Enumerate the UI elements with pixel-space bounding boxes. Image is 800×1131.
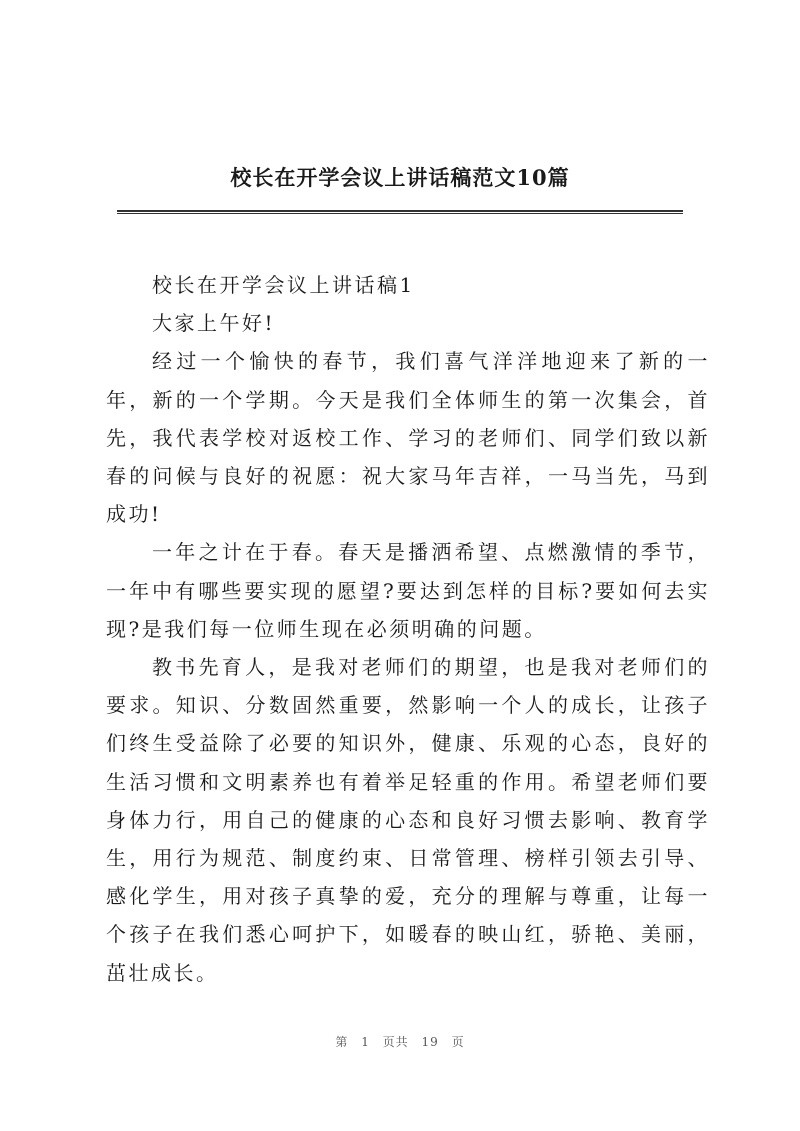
body-paragraph: 经过一个愉快的春节，我们喜气洋洋地迎来了新的一年，新的一个学期。今天是我们全体师生的第一次集会，首先，我代表学校对返校工作、学习的老师们、同学们致以新春的问候与良好的祝愿：祝大家马年吉祥，一马当先，马到成功! xyxy=(106,349,710,527)
document-body xyxy=(106,266,710,992)
footer-suffix: 页 xyxy=(451,1035,465,1049)
current-page-number: 1 xyxy=(361,1035,370,1049)
total-pages-number: 19 xyxy=(421,1035,439,1049)
body-paragraph: 一年之计在于春。春天是播洒希望、点燃激情的季节，一年中有哪些要实现的愿望?要达到怎样的目标?要如何去实现?是我们每一位师生现在必须明确的问题。 xyxy=(106,540,710,641)
page-footer xyxy=(0,1033,800,1050)
title-divider xyxy=(117,210,683,214)
section-heading: 校长在开学会议上讲话稿1 xyxy=(152,273,415,297)
document-title: 校长在开学会议上讲话稿范文10篇 xyxy=(230,165,570,190)
greeting-paragraph: 大家上午好! xyxy=(152,311,276,336)
footer-middle: 页共 xyxy=(382,1035,409,1049)
footer-prefix: 第 xyxy=(335,1035,349,1049)
body-paragraph: 教书先育人，是我对老师们的期望，也是我对老师们的要求。知识、分数固然重要，然影响一个人的成长，让孩子们终生受益除了必要的知识外，健康、乐观的心态，良好的生活习惯和文明素养也有着举足轻重的作用。希望老师们要身体力行，用自己的健康的心态和良好习惯去影响、教育学生，用行为规范、制度约束、日常管理、榜样引领去引导、感化学生，用对孩子真挚的爱，充分的理解与尊重，让每一个孩子在我们悉心呵护下，如暖春的映山红，骄艳、美丽，茁壮成长。 xyxy=(106,655,710,985)
